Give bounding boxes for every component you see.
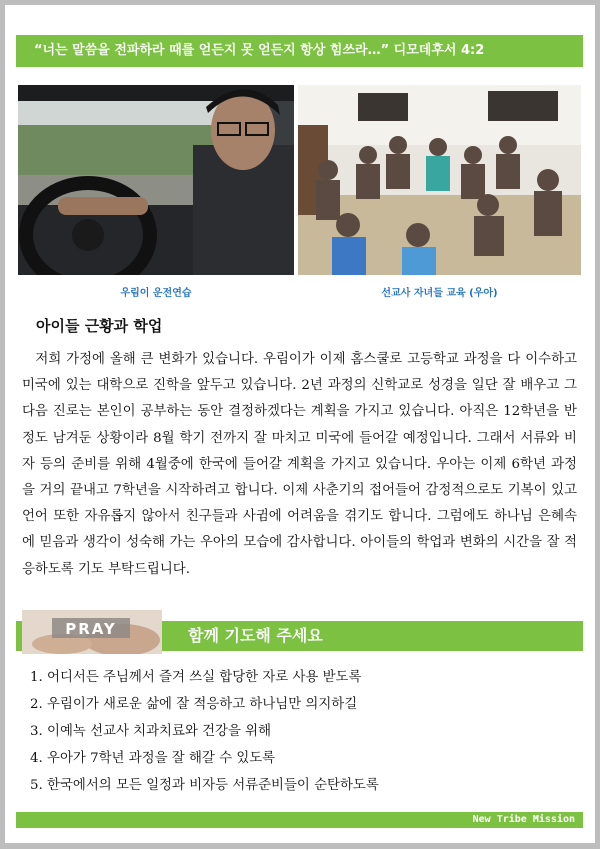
footer-bar	[16, 812, 583, 828]
prayer-item: 1. 어디서든 주님께서 즐겨 쓰실 합당한 자로 사용 받도록	[30, 670, 362, 685]
prayer-item: 3. 이예녹 선교사 치과치료와 건강을 위해	[30, 724, 272, 739]
prayer-item: 5. 한국에서의 모든 일정과 비자등 서류준비들이 순탄하도록	[30, 778, 379, 793]
prayer-list	[30, 664, 570, 799]
photo-driving-practice	[18, 85, 294, 275]
photo-mk-education	[298, 85, 581, 275]
prayer-title: 함께 기도해 주세요	[188, 626, 323, 645]
section-body: 저희 가정에 올해 큰 변화가 있습니다. 우림이가 이제 홈스쿨로 고등학교 과정을 다 이수하고 미국에 있는 대학으로 진학을 앞두고 있습니다. 2년 과정의 신학교로 성경을 일단 잘 배우고 그 다음 진로는 본인이 공부하는 동안 결정하겠다는 계획을 가지고 있습니다. 아직은 12학년을 반정도 남겨둔 상황이라 8월 학기 전까지 잘 마치고 미국에 들어갈 예정입니다. 그래서 서류와 비자 등의 준비를 위해 4월중에 한국에 들어갈 계획을 가지고 있습니다. 우아는 이제 6학년 과정을 거의 끝내고 7학년을 시작하려고 합니다. 이제 사춘기의 접어들어 감정적으로도 기복이 있고 언어 또한 자유롭지 않아서 친구들과 사귐에 어려움을 겪기도 합니다. 그럼에도 하나님 은혜속에 믿음과 생각이 성숙해 가는 우아의 모습에 감사합니다. 아이들의 학업과 변화의 시간을 잘 적응하도록 기도 부탁드립니다.	[22, 352, 577, 577]
footer-org: New Tribe Mission	[472, 814, 575, 825]
verse-banner	[16, 35, 583, 67]
section-title: 아이들 근황과 학업	[36, 317, 163, 335]
pray-hands-image	[22, 610, 162, 654]
verse-text: “너는 말씀을 전파하라 때를 얻든지 못 얻든지 항상 힘쓰라…” 디모데후서 4:2	[34, 43, 485, 58]
photo-caption-education: 선교사 자녀들 교육 (우아)	[381, 288, 498, 299]
photo-caption-driving: 우림이 운전연습	[120, 288, 192, 299]
pray-image-text: PRAY	[65, 620, 117, 638]
prayer-item: 4. 우아가 7학년 과정을 잘 해갈 수 있도록	[30, 751, 276, 766]
prayer-item: 2. 우림이가 새로운 삶에 잘 적응하고 하나님만 의지하길	[30, 697, 358, 712]
